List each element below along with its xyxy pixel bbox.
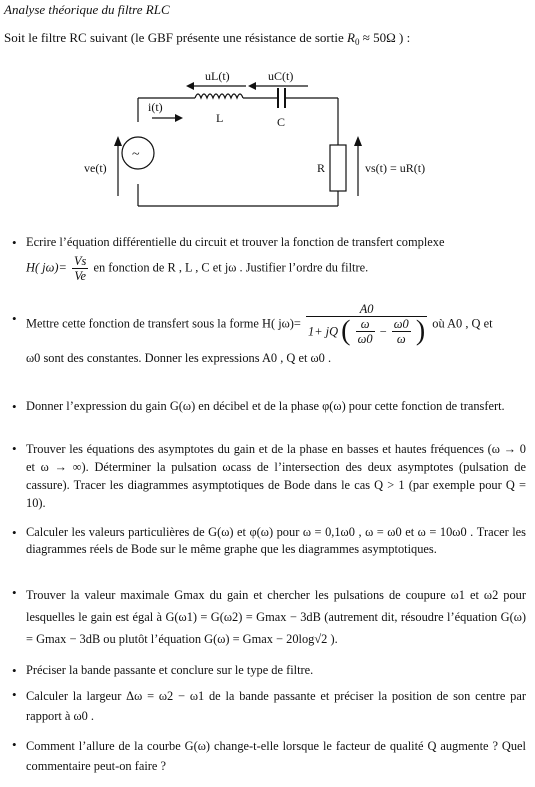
section-title: Analyse théorique du filtre RLC <box>4 2 170 17</box>
item-1-h: H( jω)= <box>26 260 67 275</box>
label-l: L <box>216 111 224 125</box>
item-2-den <box>306 317 427 346</box>
label-uc: uC(t) <box>268 69 294 83</box>
inner2-num: ω0 <box>393 317 409 331</box>
current-arrow-head <box>175 114 183 122</box>
label-i: i(t) <box>148 100 163 114</box>
item-2-line1 <box>26 302 526 346</box>
item-7-text: Préciser la bande passante et conclure sur le type de filtre. <box>26 663 314 677</box>
bullet-marker: • <box>12 525 17 540</box>
bullet-marker: • <box>12 399 17 414</box>
bullet-marker: • <box>12 585 17 600</box>
ul-arrow-head <box>186 82 194 90</box>
vs-arrow-head <box>354 136 362 146</box>
bullet-marker: • <box>12 235 17 250</box>
item-1-den: Ve <box>74 269 87 283</box>
bullet-marker: • <box>12 441 17 456</box>
item-2-inner2 <box>392 317 411 346</box>
bullet-marker: • <box>12 663 17 678</box>
item-2-inner1 <box>356 317 375 346</box>
label-r: R <box>317 161 326 175</box>
item-1-num: Vs <box>73 254 87 268</box>
item-1-line2 <box>26 254 526 283</box>
rlc-circuit-diagram <box>0 0 535 230</box>
item-2-fraction <box>306 302 427 346</box>
item-9-text: Comment l’allure de la courbe G(ω) change-t-elle lorsque le facteur de qualité Q augmente ? Quel commentaire peut-on faire ? <box>26 739 526 773</box>
item-2-lead: Mettre cette fonction de transfert sous la forme H( jω)= <box>26 316 301 331</box>
inner2-den: ω <box>396 332 406 346</box>
item-8-text: Calculer la largeur Δω = ω2 − ω1 de la bande passante et préciser la position de son centre par rapport à ω0 . <box>26 689 526 723</box>
inner1-num: ω <box>356 317 375 332</box>
intro-text: Soit le filtre RC suivant (le GBF présente une résistance de sortie <box>4 30 347 45</box>
item-3-text: Donner l’expression du gain G(ω) en décibel et de la phase φ(ω) pour cette fonction de transfert. <box>26 399 505 413</box>
item-2-line2: ω0 sont des constantes. Donner les expressions A0 , Q et ω0 . <box>26 351 332 365</box>
intro-r0: R <box>346 30 355 45</box>
label-ve: ve(t) <box>84 161 107 175</box>
item-2-num: A0 <box>306 302 427 317</box>
label-vs: vs(t) = uR(t) <box>365 161 426 175</box>
resistor-r <box>330 145 346 191</box>
item-2-den-pre: 1+ jQ <box>308 324 339 339</box>
item-6-text: Trouver la valeur maximale Gmax du gain et chercher les pulsations de coupure ω1 et ω2 pour lesquelles le gain est égal à G(ω1) = G(ω2) = Gmax − 3dB (autrement dit, résoudre l’équation G(ω) = Gmax − 3dB ou plutôt l’équation G(ω) = Gmax − 20log√2 ). <box>26 588 526 646</box>
item-5-text: Calculer les valeurs particulières de G(ω) et φ(ω) pour ω = 0,1ω0 , ω = ω0 et ω = 10ω0 . Tracer les diagrammes réels de Bode sur le même graphe que les diagrammes asymptotiques. <box>26 525 526 556</box>
inductor-l <box>195 94 243 98</box>
item-1-fraction <box>72 254 88 283</box>
label-c: C <box>277 115 286 129</box>
paren-close: ) <box>415 315 426 347</box>
item-2-after: où A0 , Q et <box>432 316 493 331</box>
source-tilde: ~ <box>132 147 140 162</box>
item-1-text <box>26 234 526 283</box>
inner1-den: ω0 <box>357 332 373 346</box>
intro-r0-sub: 0 <box>354 37 360 47</box>
intro-r0-end: ≈ 50Ω ) : <box>359 30 411 45</box>
item-2-text <box>26 302 526 367</box>
item-1-post: en fonction de R , L , C et jω . Justifier l’ordre du filtre. <box>93 260 369 275</box>
label-ul: uL(t) <box>205 69 230 83</box>
bullet-marker: • <box>12 687 17 702</box>
bullet-marker: • <box>12 311 17 326</box>
ve-arrow-head <box>114 136 122 146</box>
item-1-line1: Ecrire l’équation différentielle du circuit et trouver la fonction de transfert complexe <box>26 235 445 249</box>
paren-open: ( <box>341 315 351 347</box>
item-4-text: Trouver les équations des asymptotes du gain et de la phase en basses et hautes fréquences (ω → 0 et ω → ∞). Déterminer la pulsation ωcass de l’intersection des deux asymptotes (pulsation de cassure). Tracer les diagrammes asymptotiques de Bode dans le cas Q > 1 (par exemple pour Q = 10). <box>26 442 526 510</box>
bullet-marker: • <box>12 737 17 752</box>
minus-sign: − <box>379 324 387 339</box>
uc-arrow-head <box>248 82 256 90</box>
